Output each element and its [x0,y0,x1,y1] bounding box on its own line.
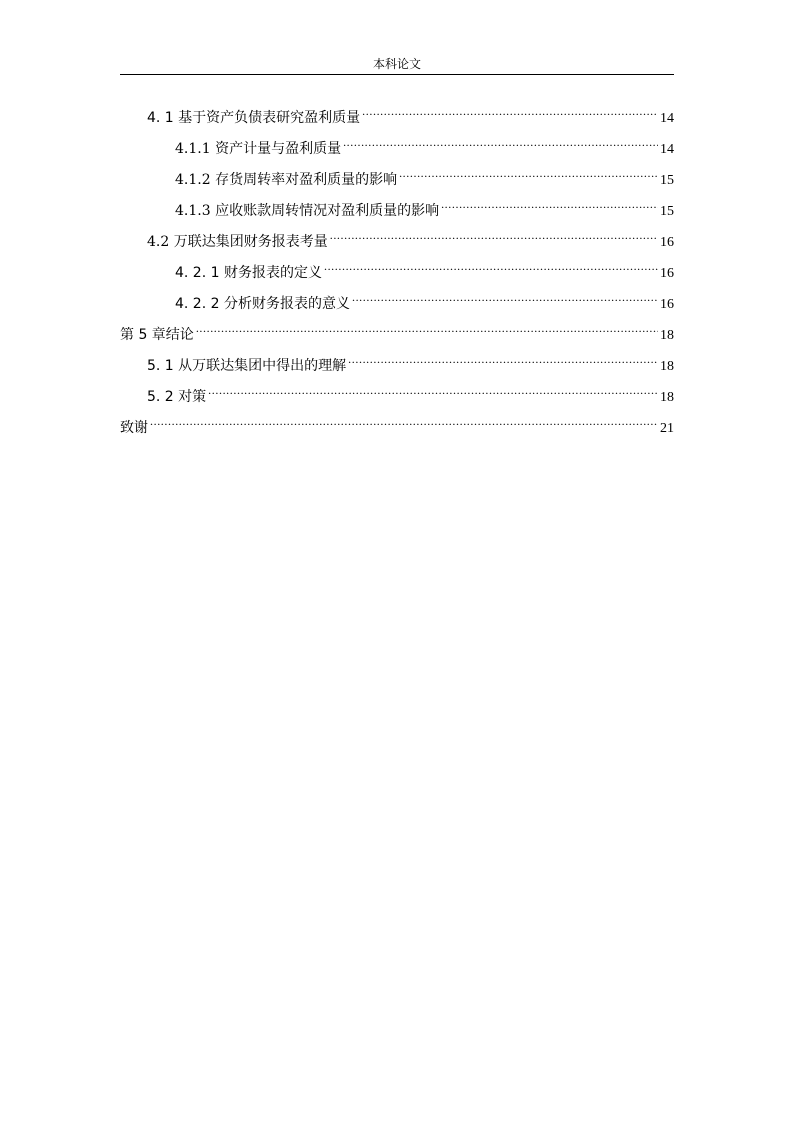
page-header-title: 本科论文 [372,57,421,71]
toc-entry-4-1-3[interactable] [120,193,674,219]
toc-page-number: 21 [660,421,674,436]
dot-leader [343,131,658,153]
toc-entry-label: 5. 2 对策 [147,389,207,405]
toc-entry-chapter-5[interactable] [120,317,674,343]
dot-leader [352,286,658,308]
header-rule [120,74,674,75]
toc-entry-label: 4.2 万联达集团财务报表考量 [147,234,328,250]
toc-entry-label: 4.1.2 存货周转率对盈利质量的影响 [175,172,398,188]
toc-page-number: 16 [660,266,674,281]
toc-page-number: 15 [660,204,674,219]
dot-leader [362,100,658,122]
dot-leader [348,348,658,370]
toc-page-number: 14 [660,142,674,157]
toc-entry-label: 4.1.1 资产计量与盈利质量 [175,141,342,157]
dot-leader [196,317,658,339]
toc-entry-label: 致谢 [120,420,148,436]
dot-leader [441,193,658,215]
dot-leader [208,379,658,401]
toc-entry-5-2[interactable] [120,379,674,405]
toc-page-number: 14 [660,111,674,126]
toc-page-number: 18 [660,328,674,343]
toc-page-number: 16 [660,297,674,312]
dot-leader [324,255,658,277]
toc-entry-label: 4. 1 基于资产负债表研究盈利质量 [147,110,361,126]
toc-entry-5-1[interactable] [120,348,674,374]
toc-page-number: 18 [660,390,674,405]
dot-leader [399,162,658,184]
toc-entry-label: 4.1.3 应收账款周转情况对盈利质量的影响 [175,203,440,219]
toc-entry-label: 4. 2. 2 分析财务报表的意义 [175,296,350,312]
toc-page-number: 18 [660,359,674,374]
toc-entry-4-1-1[interactable] [120,131,674,157]
toc-page-number: 15 [660,173,674,188]
toc-page-number: 16 [660,235,674,250]
toc-entry-label: 第 5 章结论 [120,327,194,343]
toc-entry-label: 4. 2. 1 财务报表的定义 [175,265,322,281]
toc-entry-4-2-2[interactable] [120,286,674,312]
toc-entry-label: 5. 1 从万联达集团中得出的理解 [147,358,347,374]
toc-entry-acknowledgements[interactable] [120,410,674,436]
dot-leader [150,410,658,432]
toc-entry-4-1-2[interactable] [120,162,674,188]
toc-entry-4-1[interactable] [120,100,674,126]
toc-entry-4-2-1[interactable] [120,255,674,281]
toc-entry-4-2[interactable] [120,224,674,250]
dot-leader [330,224,658,246]
